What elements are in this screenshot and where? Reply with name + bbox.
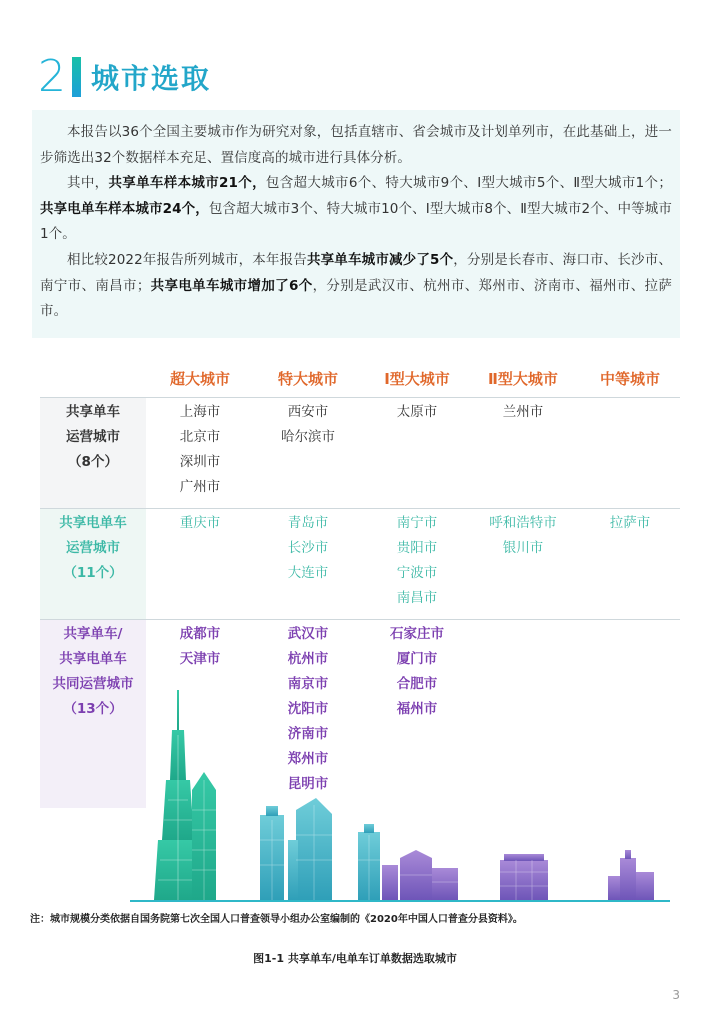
section-bar [72,57,81,97]
row-label-line: 共同运营城市 [52,676,134,692]
p2-text-c: 包含超大城市6个、特大城市9个、Ⅰ型大城市5个、Ⅱ型大城市1个； [265,175,672,192]
table-cell [256,400,360,450]
section-heading [38,52,211,102]
city-skyline-illustration [120,690,680,905]
column-header-super: 超大城市 [169,370,230,388]
table-cell [470,400,576,425]
city-name: 广州市 [179,479,221,495]
table-cell [148,400,252,500]
section-number: 2 [38,51,66,102]
city-name: 重庆市 [179,515,221,531]
intro-box [32,110,680,338]
city-name: 长沙市 [287,540,329,556]
city-name: 青岛市 [287,515,329,531]
p2-bold-ebike: 共享电单车样本城市24个， [40,200,209,217]
city-name: 福州市 [396,701,438,717]
city-name: 厦门市 [396,651,438,667]
city-name: 昆明市 [287,776,329,792]
section-title: 城市选取 [91,62,212,95]
intro-paragraph-3 [40,248,672,325]
city-name: 杭州市 [287,651,329,667]
page-number: 3 [672,988,680,1002]
city-name: 呼和浩特市 [489,515,557,531]
city-name: 大连市 [287,565,329,581]
city-name: 贵阳市 [396,540,438,556]
blue-tower [260,798,332,900]
figure-caption: 图1-1 共享单车/电单车订单数据选取城市 [253,952,457,965]
p3-text-e: ，分别是武汉市、杭州市、郑州市、济南市、福州市、拉萨市。 [40,277,672,320]
column-header-type2: Ⅱ型大城市 [488,370,558,388]
city-name: 南京市 [287,676,329,692]
city-name: 北京市 [179,429,221,445]
city-name: 济南市 [287,726,329,742]
city-name: 拉萨市 [609,515,651,531]
city-name: 合肥市 [396,676,438,692]
column-header-medium: 中等城市 [599,370,660,388]
city-name: 太原市 [396,404,438,420]
city-name: 宁波市 [396,565,438,581]
p2-text-a: 其中， [67,175,109,192]
row-label-both [40,620,146,808]
row-label-line: 运营城市 [66,429,120,445]
row-label-line: 运营城市 [66,540,120,556]
city-name: 成都市 [179,626,221,642]
city-name: 西安市 [287,404,329,420]
city-name: 深圳市 [179,454,221,470]
city-name: 银川市 [502,540,544,556]
row-label-line: （13个） [63,701,123,717]
row-label-bike [40,398,146,508]
table-cell [578,511,682,536]
city-name: 郑州市 [287,751,329,767]
row-label-line: 共享单车 [66,404,120,420]
column-header-mega: 特大城市 [277,370,338,388]
row-label-line: （11个） [63,565,123,581]
row-label-line: （8个） [68,454,118,470]
p2-bold-bike: 共享单车样本城市21个， [108,175,266,192]
p3-text-c: ，分别是长春市、海口市、长沙市、南宁市、南昌市； [40,251,672,294]
row-label-line: 共享单车/ [63,626,123,642]
city-name: 沈阳市 [287,701,329,717]
p3-text-a: 相比较2022年报告所列城市，本年报告 [67,251,307,268]
small-tower [608,850,654,900]
row-label-line: 共享电单车 [59,651,127,667]
table-cell [256,622,360,797]
city-name: 南宁市 [396,515,438,531]
row-label-ebike [40,509,146,619]
city-name: 南昌市 [396,590,438,606]
p3-bold-increase: 共享电单车城市增加了6个 [150,277,313,294]
city-name: 武汉市 [287,626,329,642]
table-cell [364,511,470,611]
city-name: 石家庄市 [390,626,444,642]
table-cell [364,400,470,425]
city-name: 天津市 [179,651,221,667]
table-cell [148,622,252,672]
p2-text-e: 包含超大城市3个、特大城市10个、Ⅰ型大城市8个、Ⅱ型大城市2个、中等城市1个。 [40,200,672,243]
footnote: 注：城市规模分类依据自国务院第七次全国人口普查领导小组办公室编制的《2020年中国人口普查分县资料》。 [30,914,523,925]
city-name: 上海市 [179,404,221,420]
city-name: 哈尔滨市 [281,429,335,445]
city-name: 兰州市 [502,404,544,420]
intro-paragraph-1: 本报告以36个全国主要城市作为研究对象，包括直辖市、省会城市及计划单列市，在此基础上，进一步筛选出32个数据样本充足、置信度高的城市进行具体分析。 [40,124,672,166]
intro-paragraph-2 [40,171,672,248]
table-cell [470,511,576,561]
table-cell [364,622,470,722]
p3-bold-decrease: 共享单车城市减少了5个 [306,251,454,268]
table-cell [148,511,252,536]
purple-building [500,854,548,900]
table-cell [256,511,360,586]
row-label-line: 共享电单车 [59,515,127,531]
column-header-type1: Ⅰ型大城市 [384,370,450,388]
